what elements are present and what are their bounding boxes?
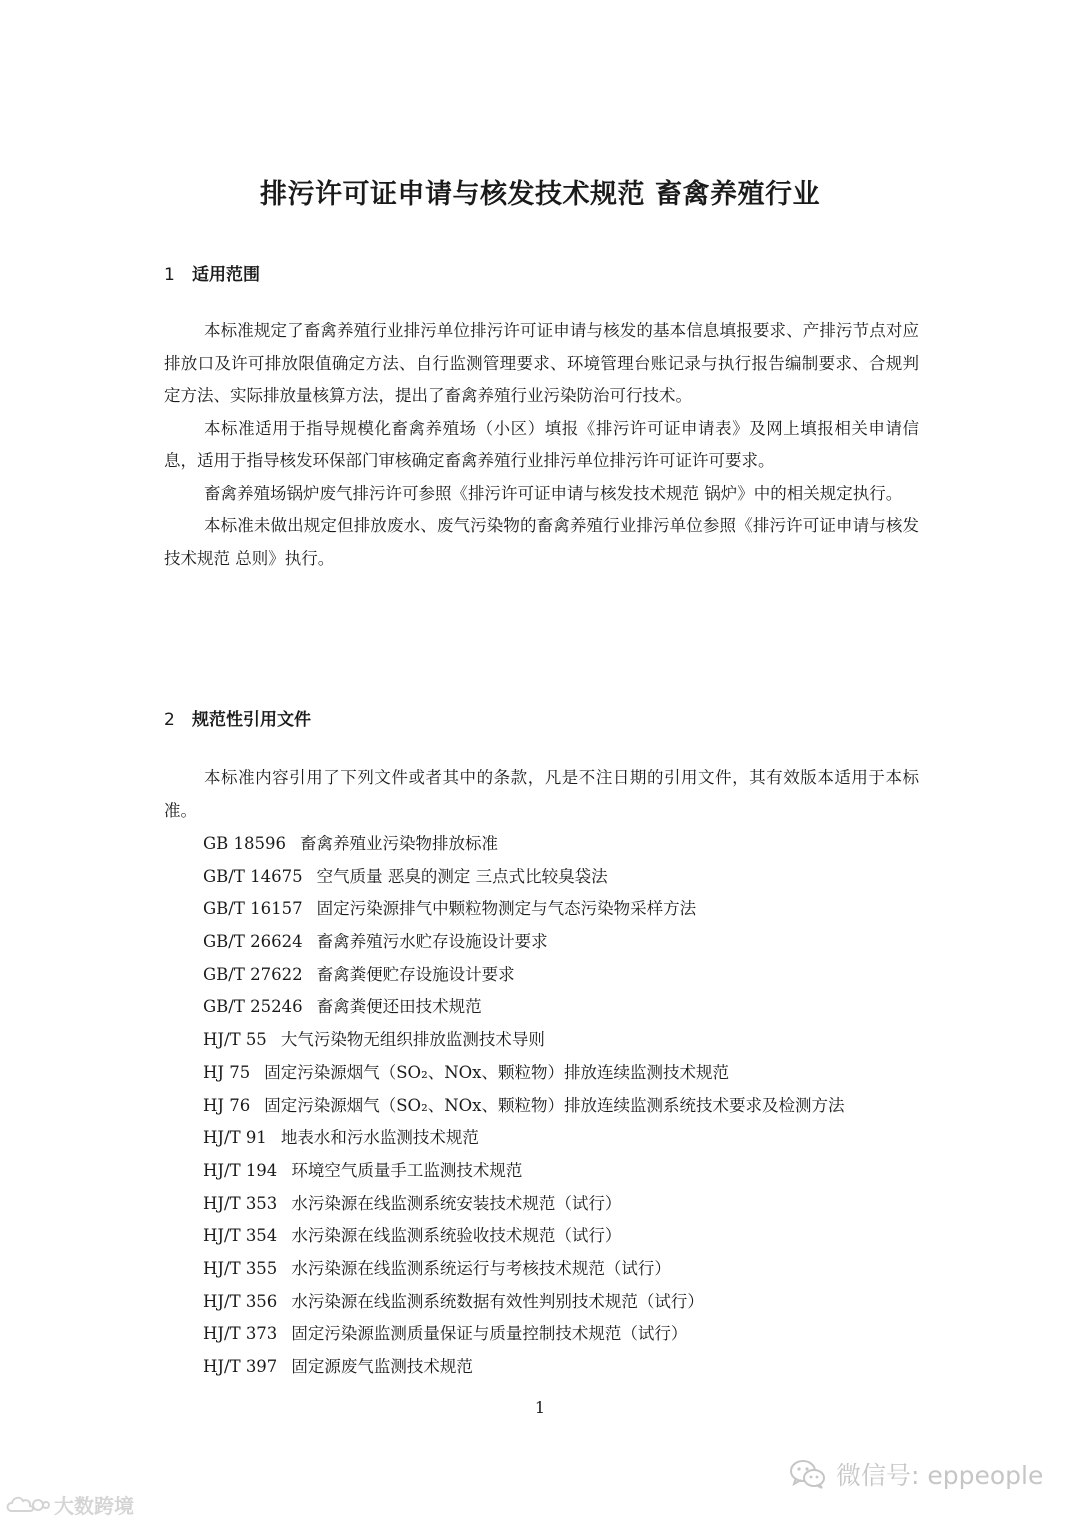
reference-item [203, 991, 844, 1024]
paragraph: 本标准适用于指导规模化畜禽养殖场（小区）填报《排污许可证申请表》及网上填报相关申请信息，适用于指导核发环保部门审核确定畜禽养殖行业排污单位排污许可证许可要求。 [164, 418, 919, 470]
section-heading-references [164, 705, 311, 730]
cloud-logo-icon [4, 1493, 50, 1515]
reference-code: HJ 76 [203, 1095, 251, 1115]
reference-item [203, 1155, 844, 1188]
reference-code: GB/T 16157 [203, 899, 303, 919]
reference-item [203, 1286, 844, 1319]
reference-item [203, 1253, 844, 1286]
reference-code: HJ 75 [203, 1062, 251, 1082]
reference-item [203, 1351, 844, 1384]
reference-title: 空气质量 恶臭的测定 三点式比较臭袋法 [316, 866, 608, 886]
reference-item [203, 861, 844, 894]
reference-code: GB/T 26624 [203, 932, 303, 952]
reference-code: HJ/T 353 [203, 1193, 278, 1213]
reference-item [203, 1057, 844, 1090]
wechat-watermark [790, 1456, 1043, 1492]
reference-title: 水污染源在线监测系统安装技术规范（试行） [291, 1193, 622, 1213]
reference-title: 固定污染源烟气（SO₂、NOx、颗粒物）排放连续监测技术规范 [264, 1062, 729, 1082]
reference-code: HJ/T 194 [203, 1160, 278, 1180]
page-title: 排污许可证申请与核发技术规范 畜禽养殖行业 [260, 179, 820, 210]
reference-item [203, 926, 844, 959]
reference-code: GB/T 25246 [203, 997, 303, 1017]
paragraph: 畜禽养殖场锅炉废气排污许可参照《排污许可证申请与核发技术规范 锅炉》中的相关规定执行。 [204, 483, 903, 503]
page-number: 1 [534, 1398, 546, 1417]
reference-title: 固定污染源监测质量保证与质量控制技术规范（试行） [291, 1324, 688, 1344]
brand-watermark [4, 1490, 134, 1518]
reference-title: 地表水和污水监测技术规范 [280, 1128, 479, 1148]
section-body-scope [164, 315, 919, 575]
reference-code: HJ/T 373 [203, 1324, 278, 1344]
reference-item [203, 1122, 844, 1155]
section-title: 规范性引用文件 [192, 710, 311, 730]
reference-title: 畜禽养殖业污染物排放标准 [300, 834, 499, 853]
paragraph: 本标准规定了畜禽养殖行业排污单位排污许可证申请与核发的基本信息填报要求、产排污节点对应排放口及许可排放限值确定方法、自行监测管理要求、环境管理台账记录与执行报告编制要求、合规判定方法、实际排放量核算方法，提出了畜禽养殖行业污染防治可行技术。 [164, 321, 919, 405]
reference-title: 固定源废气监测技术规范 [291, 1357, 473, 1376]
reference-title: 畜禽养殖污水贮存设施设计要求 [316, 932, 548, 952]
reference-item [203, 1024, 844, 1057]
reference-title: 水污染源在线监测系统验收技术规范（试行） [291, 1226, 622, 1246]
wechat-id-text: 微信号: eppeople [836, 1461, 1044, 1490]
reference-list [203, 828, 844, 1384]
wechat-icon [790, 1459, 826, 1489]
reference-code: GB/T 27622 [203, 964, 303, 984]
section-number: 2 [164, 710, 175, 730]
reference-title: 固定污染源烟气（SO₂、NOx、颗粒物）排放连续监测系统技术要求及检测方法 [264, 1095, 845, 1115]
reference-item [203, 959, 844, 992]
reference-title: 水污染源在线监测系统运行与考核技术规范（试行） [291, 1258, 671, 1278]
reference-title: 环境空气质量手工监测技术规范 [291, 1160, 523, 1180]
reference-item [203, 1188, 844, 1221]
section-body-references [164, 762, 919, 827]
reference-code: GB/T 14675 [203, 866, 303, 886]
reference-title: 固定污染源排气中颗粒物测定与气态污染物采样方法 [316, 899, 697, 919]
reference-title: 水污染源在线监测系统数据有效性判别技术规范（试行） [291, 1291, 704, 1311]
reference-code: HJ/T 355 [203, 1258, 278, 1278]
reference-code: HJ/T 397 [203, 1357, 278, 1376]
reference-item [203, 1318, 844, 1351]
reference-item [203, 1090, 844, 1123]
section-title: 适用范围 [192, 265, 260, 285]
reference-code: HJ/T 356 [203, 1291, 278, 1311]
reference-title: 畜禽粪便贮存设施设计要求 [316, 964, 515, 984]
section-heading-scope [164, 260, 260, 285]
reference-code: HJ/T 55 [203, 1030, 267, 1050]
reference-code: GB 18596 [203, 834, 287, 853]
paragraph: 本标准未做出规定但排放废水、废气污染物的畜禽养殖行业排污单位参照《排污许可证申请与核发技术规范 总则》执行。 [164, 516, 919, 568]
reference-item [203, 893, 844, 926]
reference-title: 畜禽粪便还田技术规范 [316, 997, 482, 1017]
section-number: 1 [164, 265, 175, 285]
paragraph: 本标准内容引用了下列文件或者其中的条款，凡是不注日期的引用文件，其有效版本适用于本标准。 [164, 768, 919, 820]
reference-code: HJ/T 354 [203, 1226, 278, 1246]
reference-title: 大气污染物无组织排放监测技术导则 [280, 1030, 545, 1050]
brand-text: 大数跨境 [54, 1493, 134, 1518]
reference-code: HJ/T 91 [203, 1128, 267, 1148]
reference-item [203, 1220, 844, 1253]
reference-item [203, 828, 844, 861]
